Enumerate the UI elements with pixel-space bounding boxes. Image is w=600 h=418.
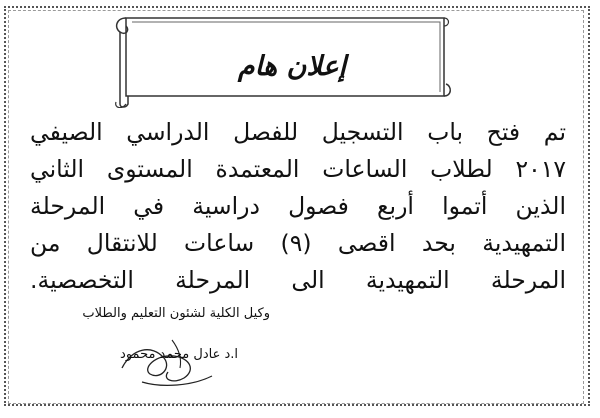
- announcement-title: إعلان هام: [237, 51, 347, 82]
- body-line-5: المرحلة التمهيدية الى المرحلة التخصصية.: [30, 266, 566, 294]
- body-line-3: الذين أتموا أربع فصول دراسية في المرحلة: [30, 192, 566, 220]
- announcement-body: [30, 114, 566, 299]
- body-line-2-text: ٢٠١٧ لطلاب الساعات المعتمدة المستوى الثاني: [30, 155, 566, 183]
- body-line-1: تم فتح باب التسجيل للفصل الدراسي الصيفي: [30, 118, 566, 146]
- body-line-2: [30, 151, 566, 188]
- announcement-banner: [112, 12, 452, 108]
- signatory-name: ا.د عادل محمد محمود: [120, 347, 238, 362]
- body-line-4: التمهيدية بحد اقصى (٩) ساعات للانتقال من: [30, 229, 566, 257]
- signatory-title: وكيل الكلية لشئون التعليم والطلاب: [82, 306, 270, 321]
